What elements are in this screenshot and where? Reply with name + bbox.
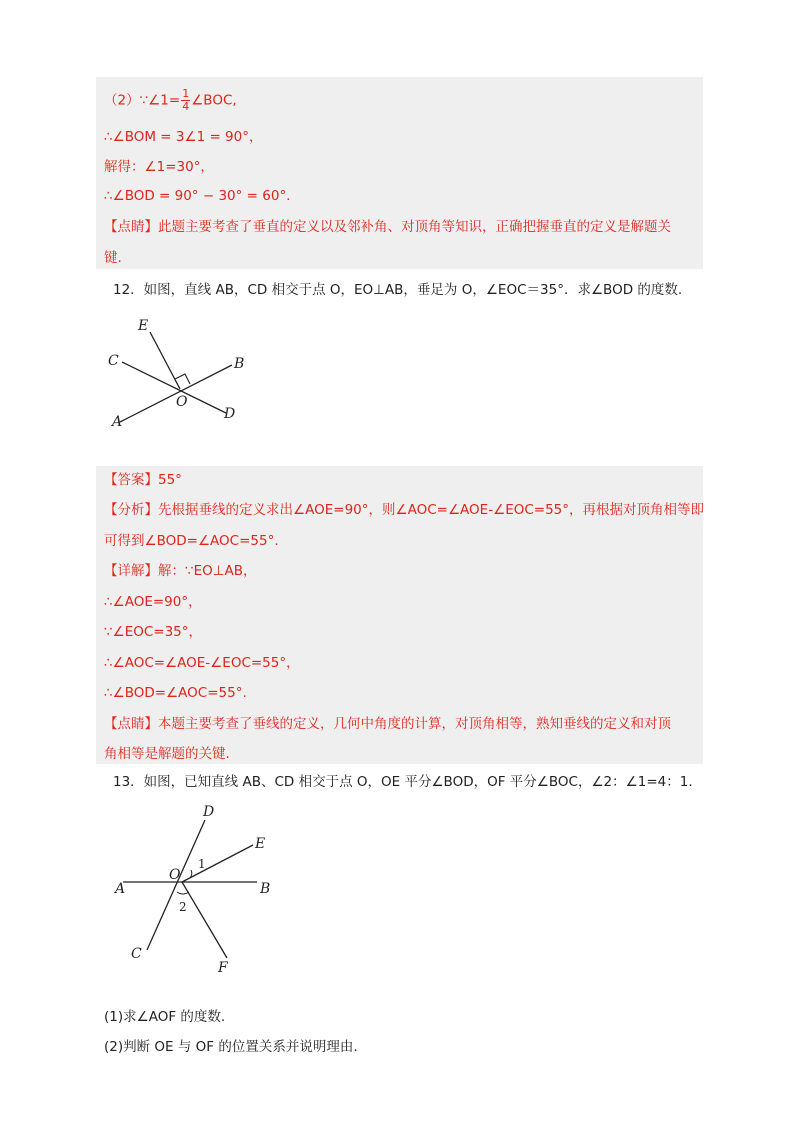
label-a: A (112, 414, 123, 430)
line1-suffix: ∠BOC, (191, 92, 237, 109)
comment-12-line-1: 【点睛】本题主要考查了垂线的定义，几何中角度的计算，对顶角相等，熟知垂线的定义和对顶 (104, 716, 671, 732)
label-e: E (138, 318, 149, 334)
sub-question-1: (1)求∠AOF 的度数. (104, 1009, 226, 1025)
comment-line-1: 【点睛】此题主要考查了垂直的定义以及邻补角、对顶角等知识，正确把握垂直的定义是解题关 (104, 219, 671, 235)
line2-text: ∴∠BOM = 3∠1 = 90°， (104, 129, 263, 145)
detail-line-4: ∴∠AOC=∠AOE-∠EOC=55°， (104, 655, 300, 671)
answer-12: 【答案】55° (104, 472, 182, 488)
line1-prefix: （2）∵∠1= (104, 92, 181, 109)
question-13: 13．如图，已知直线 AB、CD 相交于点 O，OE 平分∠BOD，OF 平分∠BOC，∠2：∠1=4：1. (113, 774, 693, 790)
solution-line-2 (104, 127, 263, 147)
comment-line-2: 键. (104, 250, 122, 266)
label-angle-2: 2 (179, 900, 187, 914)
line-of (182, 882, 227, 958)
label-a: A (115, 881, 126, 897)
label-c: C (131, 946, 142, 962)
line-cd (147, 820, 205, 950)
solution-line-4 (104, 186, 300, 206)
detail-line-5: ∴∠BOD=∠AOC=55°. (104, 685, 247, 701)
line-oe (182, 845, 253, 882)
label-d: D (224, 406, 236, 422)
detail-line-1: 【详解】解：∵EO⊥AB， (104, 563, 257, 579)
line-cd (122, 362, 226, 413)
analysis-line-1: 【分析】先根据垂线的定义求出∠AOE=90°，则∠AOC=∠AOE-∠EOC=55°，再根据对顶角相等即 (104, 502, 705, 518)
solution-line-3 (104, 157, 214, 177)
analysis-line-2: 可得到∠BOD=∠AOC=55°. (104, 533, 279, 549)
label-o: O (169, 867, 181, 883)
question-12: 12．如图，直线 AB，CD 相交于点 O，EO⊥AB，垂足为 O，∠EOC＝35°．求∠BOD 的度数. (113, 282, 683, 298)
label-b: B (234, 356, 245, 372)
label-angle-1: 1 (198, 857, 206, 871)
line4-text: ∴∠BOD = 90° − 30° = 60°． (104, 188, 300, 204)
fraction (181, 88, 190, 113)
comment-12-line-2: 角相等是解题的关键. (104, 746, 230, 762)
figure-13 (105, 800, 295, 980)
angle-2-arc (177, 892, 189, 894)
fraction-numerator: 1 (182, 87, 190, 100)
label-e: E (255, 836, 266, 852)
label-c: C (108, 353, 119, 369)
detail-line-2: ∴∠AOE=90°， (104, 594, 202, 610)
sub-question-2: (2)判断 OE 与 OF 的位置关系并说明理由. (104, 1039, 358, 1055)
solution-line-1 (104, 88, 237, 113)
label-d: D (203, 804, 215, 820)
line3-text: 解得：∠1=30°， (104, 159, 214, 175)
line-eo (150, 332, 180, 389)
figure-12 (100, 310, 270, 435)
label-o: O (176, 394, 188, 410)
label-b: B (260, 881, 271, 897)
detail-line-3: ∵∠EOC=35°， (104, 624, 203, 640)
fraction-denominator: 4 (182, 100, 190, 113)
label-f: F (218, 960, 228, 976)
